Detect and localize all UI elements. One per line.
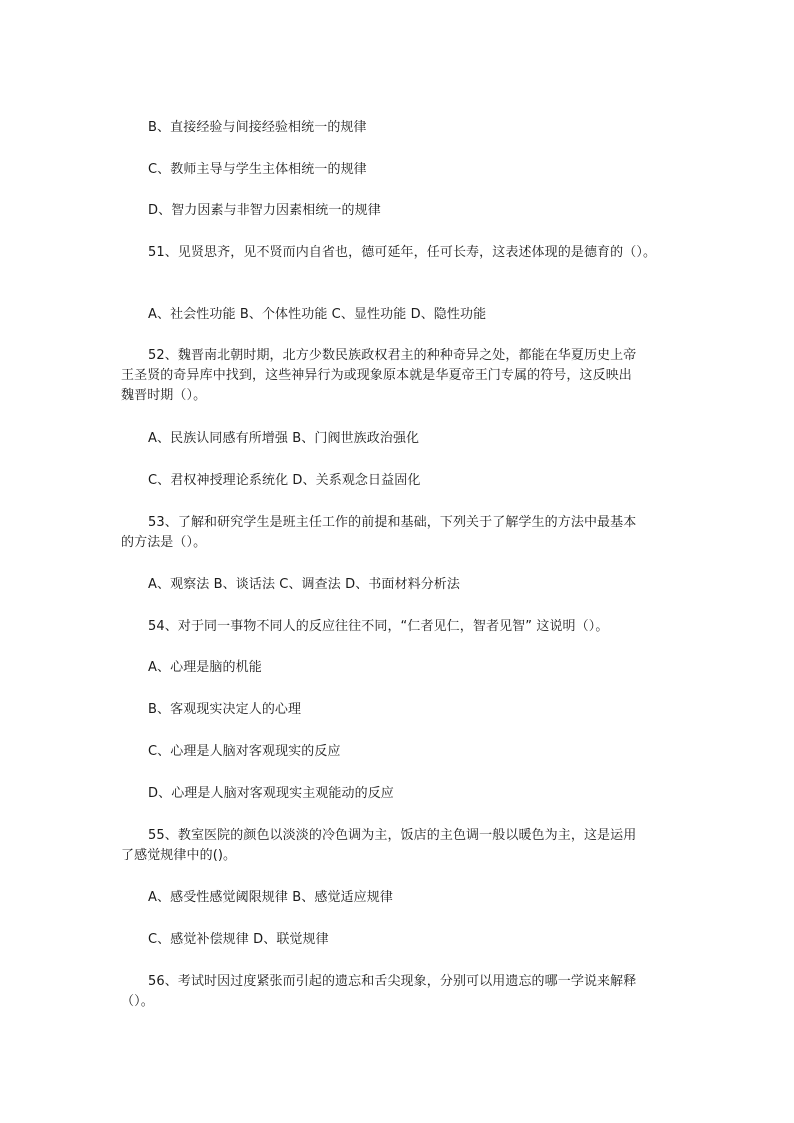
question-54: 54、对于同一事物不同人的反应往往不同，“仁者见仁，智者见智” 这说明（）。 bbox=[148, 619, 609, 634]
question-52-options-1: A、民族认同感有所增强 B、门阀世族政治强化 bbox=[148, 431, 420, 446]
question-55-options-2: C、感觉补偿规律 D、联觉规律 bbox=[148, 932, 329, 947]
question-52-options-2: C、君权神授理论系统化 D、关系观念日益固化 bbox=[148, 473, 421, 488]
question-51: 51、见贤思齐，见不贤而内自省也，德可延年，任可长寿，这表述体现的是德育的（）。 bbox=[148, 245, 657, 260]
question-54-option-c: C、心理是人脑对客观现实的反应 bbox=[148, 744, 341, 759]
question-56-line-2: （）。 bbox=[121, 994, 154, 1009]
question-55-options-1: A、感受性感觉阈限规律 B、感觉适应规律 bbox=[148, 890, 393, 905]
option-b-line: B、直接经验与间接经验相统一的规律 bbox=[148, 120, 367, 135]
question-54-option-b: B、客观现实决定人的心理 bbox=[148, 702, 302, 717]
question-53-line-2: 的方法是（）。 bbox=[121, 535, 207, 550]
question-53-line-1: 53、了解和研究学生是班主任工作的前提和基础，下列关于了解学生的方法中最基本 bbox=[148, 515, 637, 530]
question-54-option-a: A、心理是脑的机能 bbox=[148, 660, 262, 675]
question-52-line-1: 52、魏晋南北朝时期，北方少数民族政权君主的种种奇异之处，都能在华夏历史上帝 bbox=[148, 348, 637, 363]
question-55-line-2: 了感觉规律中的()。 bbox=[121, 848, 237, 863]
question-54-option-d: D、心理是人脑对客观现实主观能动的反应 bbox=[148, 786, 394, 801]
question-56-line-1: 56、考试时因过度紧张而引起的遗忘和舌尖现象，分别可以用遗忘的哪一学说来解释 bbox=[148, 974, 637, 989]
question-55-line-1: 55、教室医院的颜色以淡淡的冷色调为主，饭店的主色调一般以暖色为主，这是运用 bbox=[148, 828, 637, 843]
question-52-line-2: 王圣贤的奇异库中找到，这些神异行为或现象原本就是华夏帝王门专属的符号，这反映出 bbox=[121, 368, 632, 383]
option-d-line: D、智力因素与非智力因素相统一的规律 bbox=[148, 203, 381, 218]
question-53-options: A、观察法 B、谈话法 C、调查法 D、书面材料分析法 bbox=[148, 577, 460, 592]
option-c-line: C、教师主导与学生主体相统一的规律 bbox=[148, 162, 367, 177]
question-52-line-3: 魏晋时期（）。 bbox=[121, 388, 207, 403]
question-51-options: A、社会性功能 B、个体性功能 C、显性功能 D、隐性功能 bbox=[148, 307, 487, 322]
